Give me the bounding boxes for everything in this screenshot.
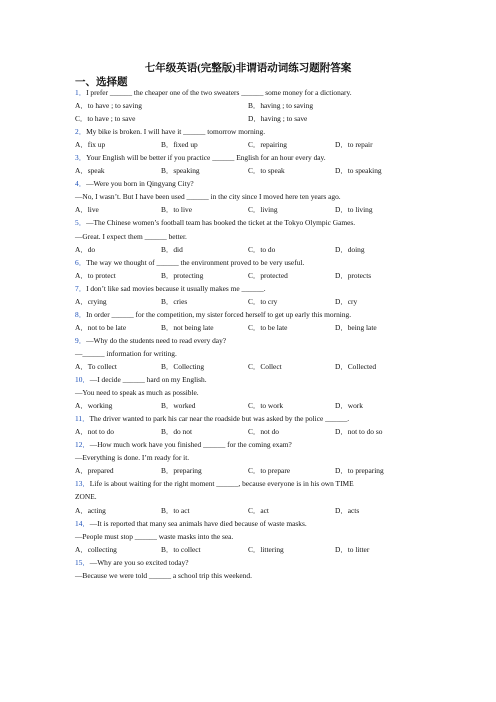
option-c: C．act <box>248 505 269 515</box>
question-stem <box>75 86 420 99</box>
option-a: A．prepared <box>75 466 114 476</box>
question-list <box>75 86 420 582</box>
option-d: D．protects <box>335 270 372 280</box>
question-text: Life is about waiting for the right moment ______, because everyone is in his own TIME <box>89 479 354 489</box>
options-row <box>75 425 420 438</box>
question-text: —You need to speak as much as possible. <box>75 388 199 398</box>
option-a: A．speak <box>75 166 105 176</box>
question-number: 1． <box>75 88 87 97</box>
question-stem <box>75 308 420 321</box>
question-text: In order ______ for the competition, my sister forced herself to get up early this morning. <box>86 309 352 319</box>
question-stem <box>75 177 420 190</box>
question-text: The way we thought of ______ the environment proved to be very useful. <box>86 257 305 267</box>
question-line <box>75 569 420 582</box>
options-row <box>75 269 420 282</box>
option-b: B．not being late <box>161 322 214 332</box>
option-a: A．do <box>75 244 96 254</box>
option-c: C．to prepare <box>248 466 291 476</box>
question-text: —Why do the students need to read every day? <box>86 335 227 345</box>
question-text: —Were you born in Qingyang City? <box>86 179 194 189</box>
section-heading: 一、选择题 <box>75 77 128 88</box>
question-text: —I decide ______ hard on my English. <box>89 375 207 385</box>
option-a: A．to have ; to saving <box>75 101 142 111</box>
options-row <box>75 243 420 256</box>
option-d: D．to speaking <box>335 166 382 176</box>
option-b: B．did <box>161 244 183 254</box>
option-c: C．not do <box>248 427 280 437</box>
options-row <box>75 464 420 477</box>
question-stem <box>75 373 420 386</box>
options-row <box>75 164 420 177</box>
question-text: —Great. I expect them ______ better. <box>75 231 187 241</box>
question-number: 9． <box>75 335 87 345</box>
question-text: I prefer ______ the cheaper one of the two sweaters ______ some money for a dictionary. <box>86 88 352 97</box>
question-line <box>75 190 420 203</box>
options-row <box>75 543 420 556</box>
question-stem <box>75 125 420 138</box>
question-number: 10． <box>75 375 90 385</box>
question-number: 13． <box>75 479 90 489</box>
option-b: B．preparing <box>161 466 202 476</box>
option-a: A．fix up <box>75 140 106 150</box>
question-number: 4． <box>75 179 87 189</box>
question-text: —People must stop ______ waste masks into the sea. <box>75 531 234 541</box>
option-b: B．worked <box>161 401 196 411</box>
options-row <box>75 504 420 517</box>
option-a: A．not to do <box>75 427 115 437</box>
option-d: D．to living <box>335 205 373 215</box>
option-b: B．to live <box>161 205 192 215</box>
option-a: A．to protect <box>75 270 116 280</box>
question-number: 3． <box>75 153 87 163</box>
options-row <box>75 360 420 373</box>
question-stem <box>75 216 420 229</box>
option-b: B．to act <box>161 505 190 515</box>
options-row <box>75 321 420 334</box>
option-d: D．being late <box>335 322 377 332</box>
option-b: B．do not <box>161 427 193 437</box>
option-c: C．to cry <box>248 296 278 306</box>
option-a: A．working <box>75 401 113 411</box>
question-stem <box>75 556 420 569</box>
question-text: My bike is broken. I will have it ______ tomorrow morning. <box>86 127 266 137</box>
question-text: Your English will be better if you practice ______ English for an hour every day. <box>86 153 326 163</box>
options-row <box>75 399 420 412</box>
question-text: —No, I wasn’t. But I have been used ______ in the city since I moved here ten years ago. <box>75 192 341 202</box>
question-stem <box>75 412 420 425</box>
option-b: B．cries <box>161 296 188 306</box>
question-line <box>75 490 420 503</box>
option-a: A．collecting <box>75 544 117 554</box>
options-row <box>75 295 420 308</box>
option-d: D．to litter <box>335 544 370 554</box>
option-a: A．acting <box>75 505 106 515</box>
option-c: C．to have ; to save <box>75 114 136 124</box>
options-row <box>75 138 420 151</box>
question-stem <box>75 517 420 530</box>
question-line <box>75 530 420 543</box>
option-d: D．acts <box>335 505 360 515</box>
option-b: B．protecting <box>161 270 204 280</box>
option-c: C．to speak <box>248 166 285 176</box>
question-stem <box>75 151 420 164</box>
option-b: B．speaking <box>161 166 200 176</box>
option-d: D．to preparing <box>335 466 384 476</box>
option-d: D．to repair <box>335 140 373 150</box>
question-line <box>75 230 420 243</box>
question-stem <box>75 477 420 490</box>
option-d: D．not to do so <box>335 427 383 437</box>
option-d: D．having ; to save <box>248 114 308 124</box>
question-number: 7． <box>75 283 87 293</box>
option-a: A．To collect <box>75 361 117 371</box>
question-text: —Why are you so excited today? <box>89 557 189 567</box>
option-c: C．Collect <box>248 361 282 371</box>
option-a: A．live <box>75 205 99 215</box>
question-number: 15． <box>75 557 90 567</box>
question-number: 6． <box>75 257 87 267</box>
question-line <box>75 451 420 464</box>
option-c: C．living <box>248 205 278 215</box>
question-number: 2． <box>75 127 87 137</box>
question-number: 12． <box>75 440 90 450</box>
option-d: D．work <box>335 401 363 411</box>
option-b: B．having ; to saving <box>248 101 314 111</box>
question-text: —Everything is done. I’m ready for it. <box>75 453 190 463</box>
option-d: D．cry <box>335 296 358 306</box>
question-number: 5． <box>75 218 87 228</box>
question-number: 8． <box>75 309 87 319</box>
option-b: B．fixed up <box>161 140 198 150</box>
option-a: A．not to be late <box>75 322 127 332</box>
question-text: —How much work have you finished ______ for the coming exam? <box>89 440 292 450</box>
options-row <box>75 99 420 112</box>
question-text: The driver wanted to park his car near the roadside but was asked by the police ______. <box>89 414 350 424</box>
question-text: —It is reported that many sea animals have died because of waste masks. <box>89 518 307 528</box>
question-line <box>75 347 420 360</box>
question-text: I don’t like sad movies because it usually makes me ______. <box>86 283 266 293</box>
option-c: C．to work <box>248 401 284 411</box>
option-a: A．crying <box>75 296 107 306</box>
option-c: C．littering <box>248 544 284 554</box>
question-number: 14． <box>75 518 90 528</box>
option-d: D．Collected <box>335 361 377 371</box>
question-stem <box>75 282 420 295</box>
option-c: C．repairing <box>248 140 287 150</box>
question-text: —______ information for writing. <box>75 348 177 358</box>
question-text: —The Chinese women’s football team has booked the ticket at the Tokyo Olympic Games. <box>86 218 356 228</box>
option-d: D．doing <box>335 244 365 254</box>
options-row <box>75 112 420 125</box>
page-title: 七年级英语(完整版)非谓语动词练习题附答案 <box>144 63 352 74</box>
question-text: ZONE. <box>75 492 97 502</box>
question-stem <box>75 438 420 451</box>
question-stem <box>75 334 420 347</box>
question-text: —Because we were told ______ a school trip this weekend. <box>75 570 252 580</box>
question-line <box>75 386 420 399</box>
options-row <box>75 203 420 216</box>
option-c: C．protected <box>248 270 288 280</box>
option-b: B．Collecting <box>161 361 205 371</box>
option-c: C．to do <box>248 244 276 254</box>
option-b: B．to collect <box>161 544 201 554</box>
question-number: 11． <box>75 414 90 424</box>
question-stem <box>75 256 420 269</box>
option-c: C．to be late <box>248 322 288 332</box>
